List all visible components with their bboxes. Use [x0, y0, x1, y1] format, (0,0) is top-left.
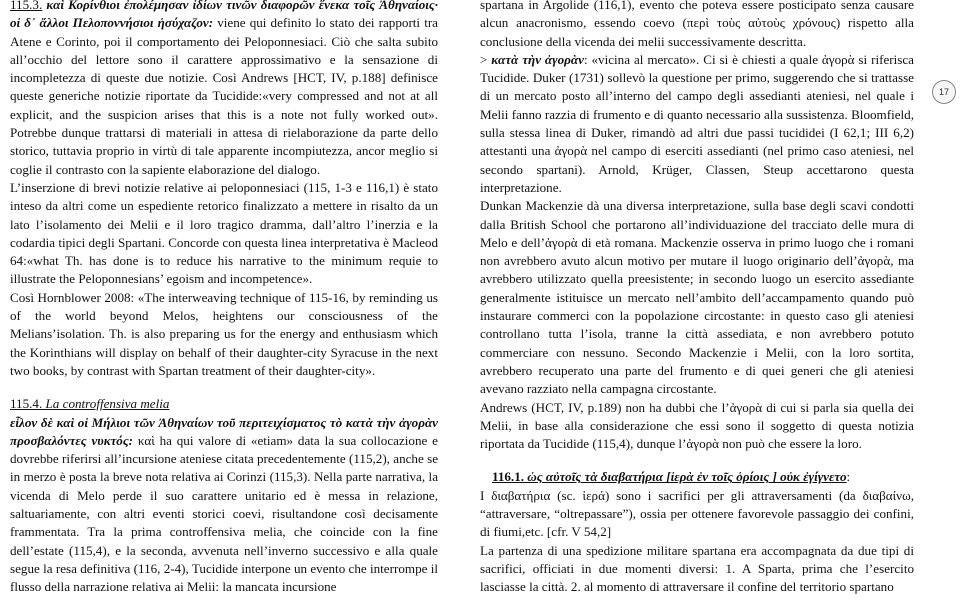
greek-lemma-agora: κατὰ τὴν ἀγορὰν — [491, 51, 584, 67]
commentary-text: καὶ ha qui valore di «etiam» data la sua collocazione e dovrebbe riferirsi all’incursione ateniese citata precedentemente (115,2), anche se in merzo è posta la breve nota relativa ai Corinzi (115,3). Nella parte narrativa, la vicenda di Melo perde il suo carattere unitario ed è messa in relazione, saltuariamente, con altri eventi storici coevi, risultandone così decisamente frammentata. Tra la prima controffensiva melia, che coincide con la fine dell’estate (115,4), e la seconda, avvenuta nell’inverno successivo e alla quale segue la resa definitiva (116, 2-4), Tucidide interpone un evento che interrompe il flusso della narrazione relativa ai Melii: la mancata incursione — [10, 432, 438, 595]
paragraph-diabateria: I διαβατήρια (sc. ἱερά) sono i sacrifici per gli attraversamenti (da διαβαίνω, “attraversare, “oltrepassare”), ossia per ottenere favorevole passaggio dei confini, di fiumi,etc. [cfr. V 54,2] — [480, 487, 914, 540]
paragraph-continuation: spartana in Argolide (116,1), evento che poteva essere posticipato senza causare alcun anacronismo, essendo coevo (περὶ τοὺς αὐτοὺς χρόνους) rispetto alla conclusione della vicenda dei melii successivamente descritta. — [480, 0, 914, 49]
paragraph-gap — [10, 380, 438, 395]
paragraph-mackenzie: Dunkan Mackenzie dà una diversa interpretazione, sulla base degli scavi condotti dalla British School che portarono all’individuazione del tracciato delle mura di Melo e dell’ἀγορὰ di età romana. Mackenzie osserva in primo luogo che i romani non avrebbero avuto alcun motivo per mutare il luogo originario dell’ἀγορὰ, ma avrebbero utilizzato quella preesistente; in secondo luogo un esercito assediante generalmente istituisce un mercato nell’ambito dell’accampamento quando può instaurare commerci con la popolazione circostante: in questo caso gli ateniesi controllano tutta l’isola, tranne la città assediata, e non avrebbero potuto commerciare con nessuno. Secondo Mackenzie i Melii, con la loro sortita, avrebbero recuperato una parte del frumento e di quei generi che gli ateniesi avevano razziato nella campagna circostante. — [480, 198, 914, 397]
paragraph-115-4 — [10, 414, 438, 597]
paragraph-115-3 — [10, 0, 438, 179]
paragraph-andrews: Andrews (HCT, IV, p.189) non ha dubbi che l’ἀγορὰ di cui si parla sia quella dei Melii, in base alla considerazione che essi sono il soggetto di questa notizia riportata da Tucidide (115,4), dunque l’ἀγορὰ non può che essere la loro. — [480, 399, 914, 452]
section-number: 116.1. — [492, 469, 525, 485]
section-title: ὡς αὐτοῖς τὰ διαβατήρια [ἱερὰ ἐν τοῖς ὁρίοις ] οὐκ ἐγίγνετο — [524, 469, 847, 485]
paragraph-hornblower: Così Hornblower 2008: «The interweaving technique of 115-16, by reminding us of the world beyond Melos, heightens our consciousness of the Melians’isolation. Th. is also preparing us for the energy and enthusiasm which the Korinthians will display on behalf of their daughter-city Syracuse in the next two books, by contrast with Spartan treatment of their daughter-city». — [10, 289, 438, 378]
paragraph-gap — [480, 453, 914, 468]
lemma-marker: > — [480, 51, 492, 67]
right-column — [480, 0, 914, 597]
section-number: 115.4. — [10, 396, 43, 412]
section-heading-115-4 — [10, 395, 438, 413]
greek-lemma-115-4: εἷλον δὲ καὶ οἱ Μήλιοι τῶν Ἀθηναίων τοῦ περιτειχίσματος τὸ κατὰ τὴν ἀγορὰν προσβαλόντες νυκτός: — [10, 414, 438, 448]
paragraph-agora-lemma — [480, 51, 914, 197]
commentary-text: viene qui definito lo stato dei rapporti tra Atene e Corinto, poi il comportamento dei Peloponnesiaci. Ciò che salta subito all’occhio del lettore sono il carattere approssimativo e la sensazione di incompletezza di queste due notizie. Così Andrews [HCT, IV, p.188] definisce queste generiche notizie riportate da Tucidide:«very compressed and not at all explicit, and the suspicion arises that this is a note not fully worked out». Potrebbe dunque trattarsi di materiali in attesa di rielaborazione da parte dello storico, tuttavia proprio in virtù di tale apparente incompiutezza, ancor meglio si coglie il contrasto con la sapiente elaborazione del dialogo. — [10, 15, 438, 177]
section-colon: : — [846, 469, 851, 485]
commentary-text: : «vicina al mercato». Ci si è chiesti a quale ἀγορὰ si riferisca Tucidide. Duker (1731) sollevò la questione per primo, suggerendo che si trattasse di un mercato posto all’interno del campo degli assedianti ateniesi, nel quale i Melii fanno razzia di frumento e di quanto necessario alla sussistenza. Bloomfield, sulla stessa linea di Duker, rimandò ad altri due passi tucididei (I 62,1; III 6,2) attestanti una ἀγορὰ nel campo di eserciti assedianti (nel primo caso ateniesi, nel secondo spartani). Arnold, Krüger, Classen, Steup accettarono questa interpretazione. — [480, 51, 914, 195]
greek-lemma-115-3: καὶ Κορίνθιοι ἐπολέμησαν ἰδίων τινῶν διαφορῶν ἕνεκα τοῖς Ἀθηναίοις· οἱ δ᾽ ἄλλοι Πελοποννήσιοι ἡσύχαζον: — [10, 0, 438, 31]
page-number-badge: 17 — [932, 80, 956, 104]
section-ref-115-3: 115.3. — [10, 0, 43, 12]
paragraph-sacrifici: La partenza di una spedizione militare spartana era accompagnata da due tipi di sacrifici, officiati in due momenti diversi: 1. A Sparta, prima che l’esercito lasciasse la città. 2. al momento di attraversare il confine del territorio spartano — [480, 542, 914, 595]
section-heading-116-1 — [480, 468, 914, 486]
paragraph-peloponnesiaci: L’inserzione di brevi notizie relative ai peloponnesiaci (115, 1-3 e 116,1) è stato inteso da altri come un espediente retorico finalizzato a mettere in risalto da un lato l’isolamento dei Melii e il loro tragico dramma, dall’altro l’inerzia e la codardia tipici degli Spartani. Concorde con questa linea interpretativa è Macleod 64:«what Th. has done is to reduce his narrative to the minimum requie to illustrate the Peloponnesians’ egoism and incompetence». — [10, 179, 438, 287]
section-title: La controffensiva melia — [42, 396, 170, 412]
left-column — [10, 0, 438, 597]
